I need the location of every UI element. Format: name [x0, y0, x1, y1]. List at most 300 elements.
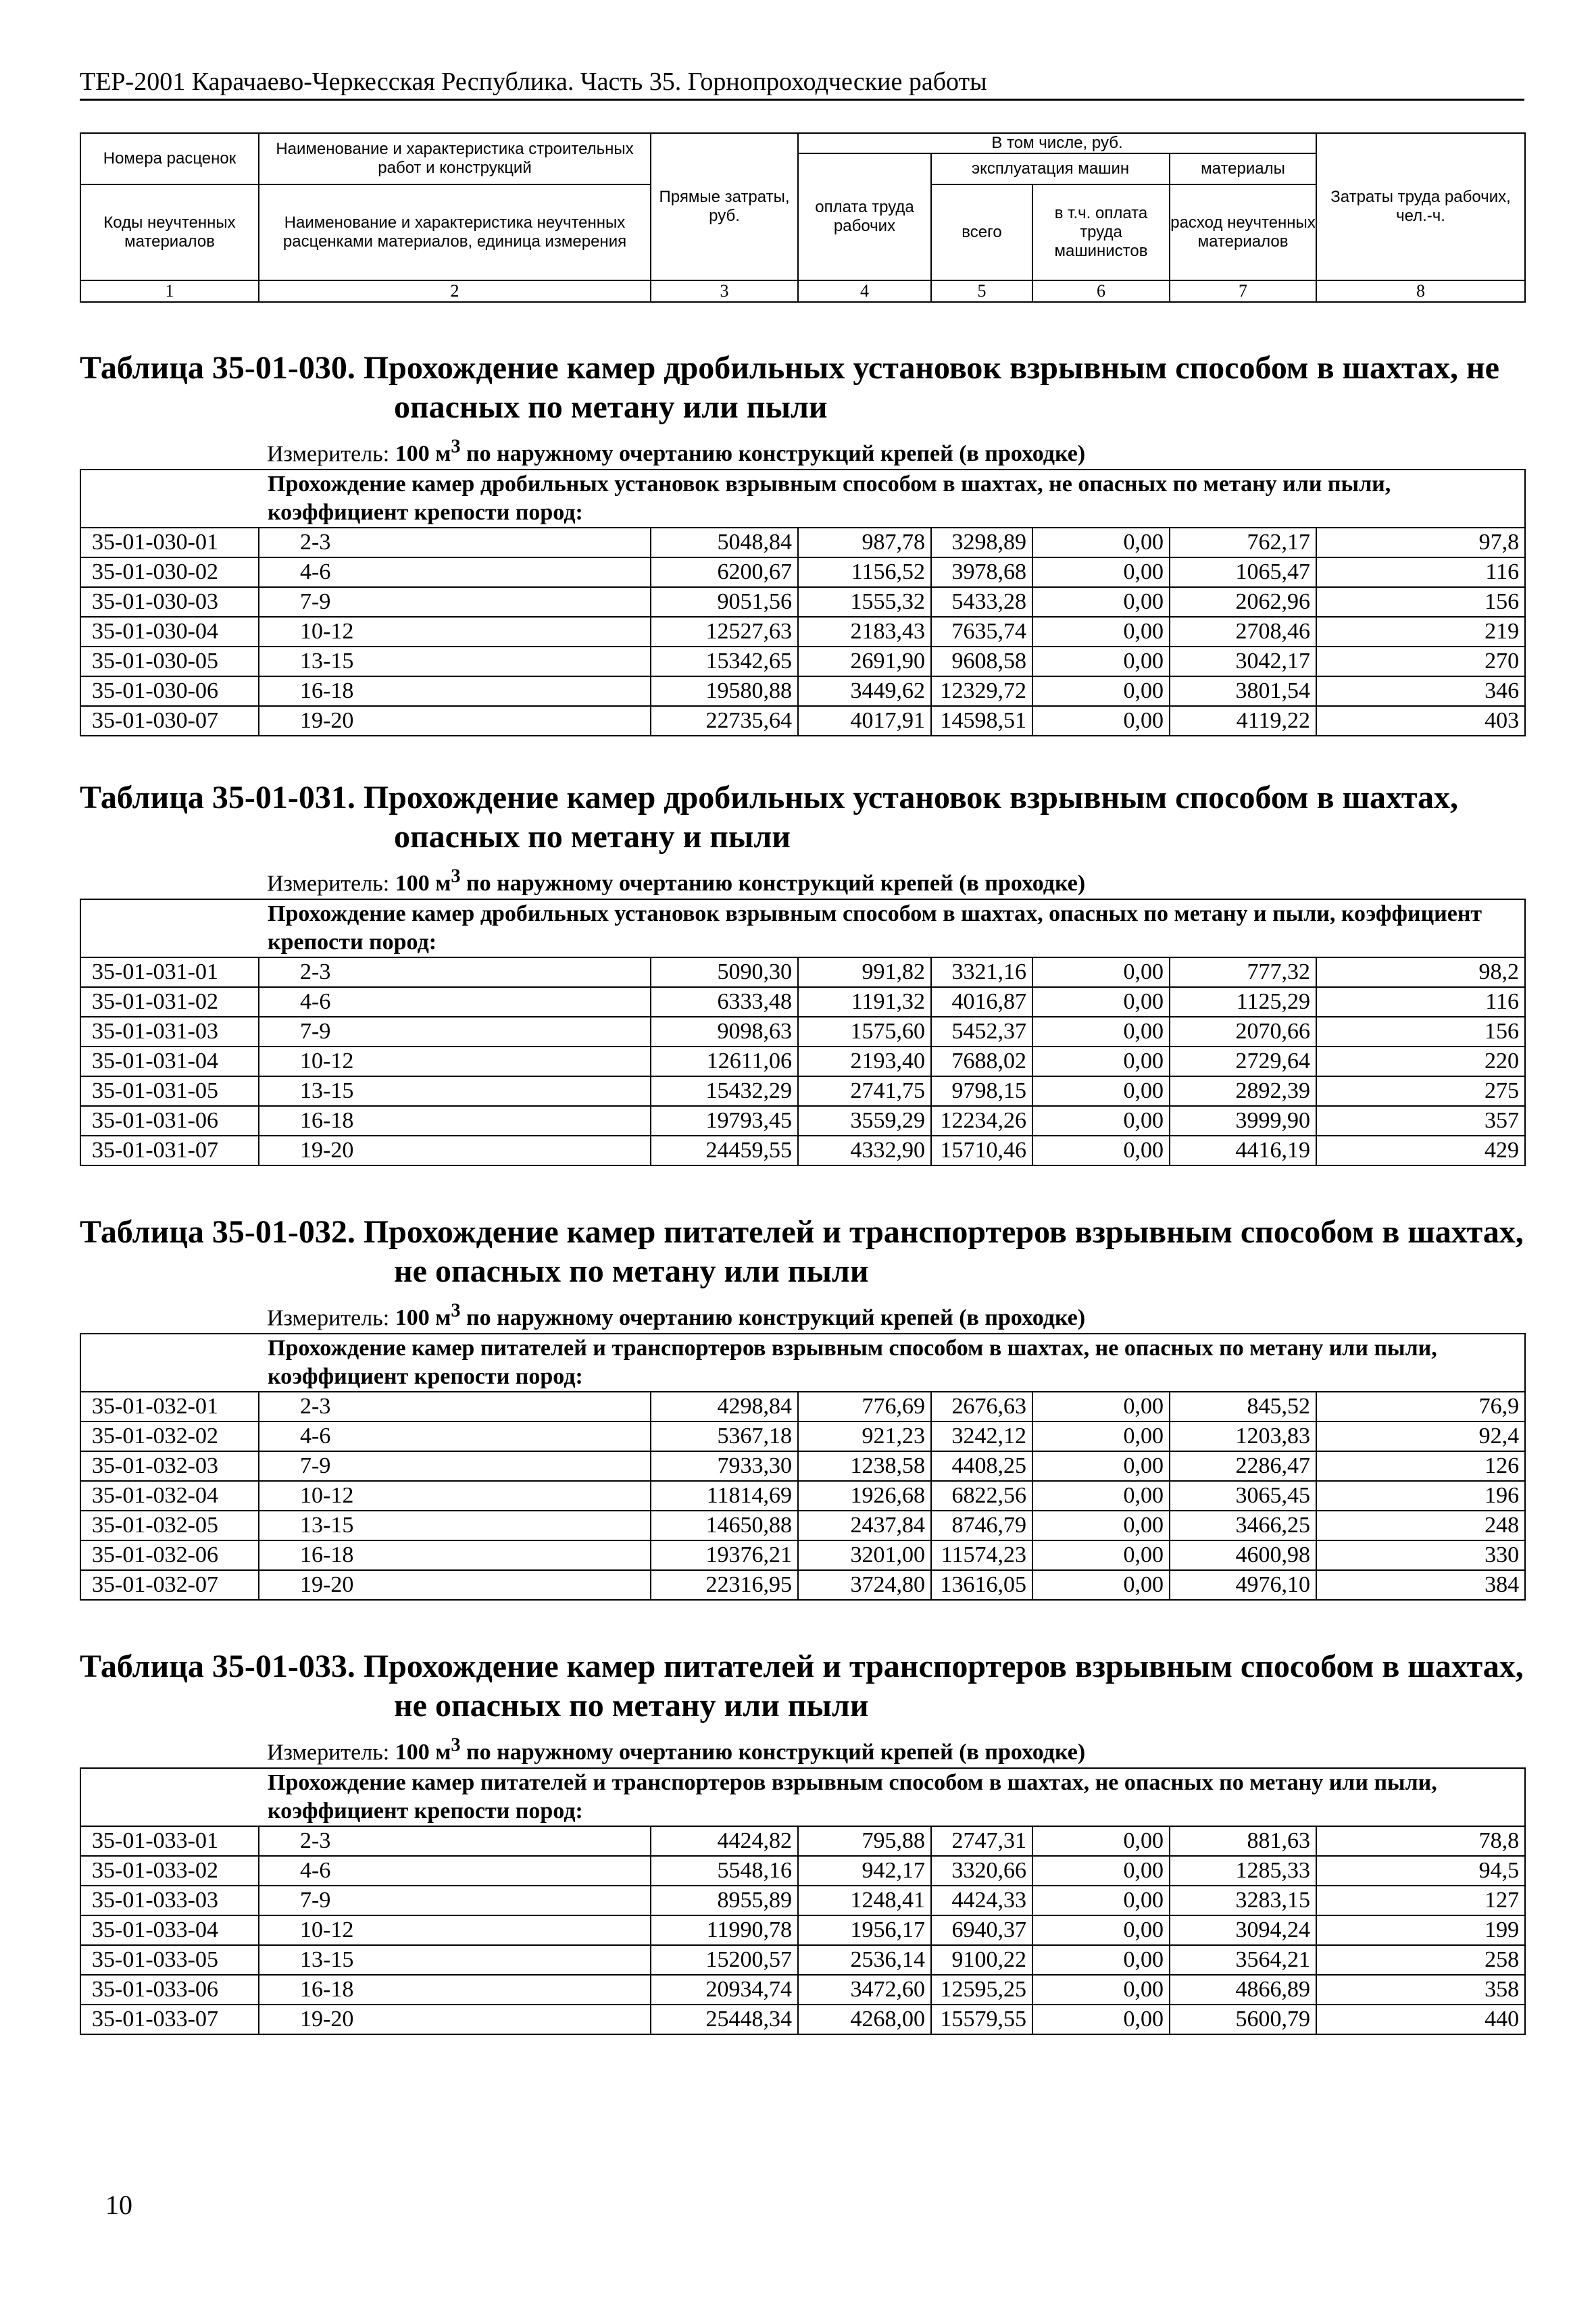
- rate-value: 0,00: [1032, 1511, 1170, 1540]
- rate-value: 6200,67: [651, 557, 798, 587]
- rate-value: 6822,56: [931, 1481, 1032, 1511]
- table-row: [80, 957, 1525, 987]
- rate-value: 3321,16: [931, 957, 1032, 987]
- rate-value: 4866,89: [1170, 1975, 1316, 2005]
- rate-value: 429: [1316, 1136, 1525, 1165]
- table-unit: [80, 1298, 1524, 1332]
- rate-value: 5090,30: [651, 957, 798, 987]
- table-row: [80, 1076, 1525, 1106]
- rate-value: 0,00: [1032, 587, 1170, 617]
- rate-value: 4268,00: [798, 2005, 931, 2034]
- rate-value: 13616,05: [931, 1570, 1032, 1600]
- description-row: [80, 470, 1525, 528]
- rate-value: 0,00: [1032, 1076, 1170, 1106]
- table-row: [80, 1392, 1525, 1422]
- running-head: ТЕР-2001 Карачаево-Черкесская Республика. Часть 35. Горнопроходческие работы: [80, 66, 1524, 101]
- rate-value: 2070,66: [1170, 1017, 1316, 1047]
- unit-superscript: 3: [451, 436, 461, 457]
- rate-value: 3065,45: [1170, 1481, 1316, 1511]
- rate-value: 2536,14: [798, 1945, 931, 1975]
- rate-value: 0,00: [1032, 1945, 1170, 1975]
- rock-hardness: 16-18: [259, 1106, 651, 1136]
- rate-value: 219: [1316, 617, 1525, 647]
- rate-value: 275: [1316, 1076, 1525, 1106]
- rate-value: 1203,83: [1170, 1422, 1316, 1451]
- rate-value: 330: [1316, 1540, 1525, 1570]
- rate-value: 6940,37: [931, 1915, 1032, 1945]
- rate-value: 5452,37: [931, 1017, 1032, 1047]
- rates-table: [80, 1767, 1526, 2035]
- rate-value: 2193,40: [798, 1047, 931, 1076]
- rate-value: 9798,15: [931, 1076, 1032, 1106]
- description-row: [80, 1334, 1525, 1392]
- description-row: [80, 1768, 1525, 1826]
- rate-code: 35-01-033-01: [80, 1826, 259, 1856]
- rock-hardness: 13-15: [259, 1945, 651, 1975]
- rates-table: [80, 1333, 1526, 1601]
- rate-value: 0,00: [1032, 1047, 1170, 1076]
- table-description: Прохождение камер дробильных установок взрывным способом в шахтах, опасных по метану и пыли, коэффициент крепости пород:: [80, 899, 1525, 957]
- rate-value: 78,8: [1316, 1826, 1525, 1856]
- rate-code: 35-01-030-01: [80, 528, 259, 557]
- rate-value: 987,78: [798, 528, 931, 557]
- rate-code: 35-01-032-06: [80, 1540, 259, 1570]
- rate-value: 22735,64: [651, 706, 798, 736]
- rate-value: 20934,74: [651, 1975, 798, 2005]
- rate-code: 35-01-031-04: [80, 1047, 259, 1076]
- rate-value: 3201,00: [798, 1540, 931, 1570]
- rate-value: 358: [1316, 1975, 1525, 2005]
- rate-value: 0,00: [1032, 1915, 1170, 1945]
- rate-value: 12611,06: [651, 1047, 798, 1076]
- unit-value: [395, 1735, 1086, 1765]
- rate-value: 3242,12: [931, 1422, 1032, 1451]
- header-material-codes: Коды неучтенных материалов: [80, 184, 259, 280]
- rate-value: 0,00: [1032, 1392, 1170, 1422]
- rate-value: 776,69: [798, 1392, 931, 1422]
- table-row: [80, 1886, 1525, 1915]
- rate-value: 5600,79: [1170, 2005, 1316, 2034]
- rock-hardness: 2-3: [259, 957, 651, 987]
- table-row: [80, 1511, 1525, 1540]
- rate-value: 0,00: [1032, 1826, 1170, 1856]
- rate-value: 3094,24: [1170, 1915, 1316, 1945]
- rate-value: 762,17: [1170, 528, 1316, 557]
- rate-code: 35-01-030-05: [80, 647, 259, 676]
- rate-value: 1285,33: [1170, 1856, 1316, 1886]
- table-row: [80, 1540, 1525, 1570]
- rock-hardness: 16-18: [259, 1540, 651, 1570]
- unit-rest: по наружному очертанию конструкций крепей (в проходке): [460, 441, 1086, 467]
- rock-hardness: 2-3: [259, 1826, 651, 1856]
- rate-value: 440: [1316, 2005, 1525, 2034]
- header-including: В том числе, руб.: [798, 133, 1316, 153]
- rates-table: [80, 469, 1526, 736]
- rate-value: 8746,79: [931, 1511, 1032, 1540]
- rate-value: 2062,96: [1170, 587, 1316, 617]
- unit-value: [395, 436, 1086, 467]
- column-number: 2: [259, 280, 651, 302]
- rate-value: 1156,52: [798, 557, 931, 587]
- rate-code: 35-01-032-04: [80, 1481, 259, 1511]
- table-row: [80, 2005, 1525, 2034]
- rate-code: 35-01-030-03: [80, 587, 259, 617]
- rate-value: 248: [1316, 1511, 1525, 1540]
- rate-code: 35-01-032-03: [80, 1451, 259, 1481]
- rate-value: 0,00: [1032, 987, 1170, 1017]
- column-number: 8: [1316, 280, 1525, 302]
- table-row: [80, 1481, 1525, 1511]
- rock-hardness: 19-20: [259, 1570, 651, 1600]
- rate-code: 35-01-032-05: [80, 1511, 259, 1540]
- rate-value: 3564,21: [1170, 1945, 1316, 1975]
- rate-value: 4416,19: [1170, 1136, 1316, 1165]
- rock-hardness: 19-20: [259, 2005, 651, 2034]
- rate-value: 1065,47: [1170, 557, 1316, 587]
- unit-label: Измеритель:: [267, 1305, 390, 1331]
- unit-superscript: 3: [451, 866, 461, 887]
- rock-hardness: 4-6: [259, 1422, 651, 1451]
- unit-base: 100 м: [395, 1305, 451, 1331]
- rate-value: 12329,72: [931, 676, 1032, 706]
- rate-value: 795,88: [798, 1826, 931, 1856]
- rate-value: 921,23: [798, 1422, 931, 1451]
- rate-value: 15432,29: [651, 1076, 798, 1106]
- table-row: [80, 617, 1525, 647]
- rate-value: 0,00: [1032, 1106, 1170, 1136]
- table-35-01-031: [80, 778, 1524, 1166]
- rate-value: 0,00: [1032, 2005, 1170, 2034]
- column-number: 1: [80, 280, 259, 302]
- rate-value: 116: [1316, 557, 1525, 587]
- rock-hardness: 16-18: [259, 1975, 651, 2005]
- rate-value: 14650,88: [651, 1511, 798, 1540]
- rate-value: 1956,17: [798, 1915, 931, 1945]
- rate-code: 35-01-032-02: [80, 1422, 259, 1451]
- rate-value: 1238,58: [798, 1451, 931, 1481]
- rock-hardness: 13-15: [259, 1076, 651, 1106]
- rate-value: 3449,62: [798, 676, 931, 706]
- column-number: 3: [651, 280, 798, 302]
- rate-value: 0,00: [1032, 1540, 1170, 1570]
- rate-value: 126: [1316, 1451, 1525, 1481]
- rate-value: 92,4: [1316, 1422, 1525, 1451]
- rate-value: 3472,60: [798, 1975, 931, 2005]
- rate-value: 0,00: [1032, 676, 1170, 706]
- rate-value: 199: [1316, 1915, 1525, 1945]
- rock-hardness: 10-12: [259, 1915, 651, 1945]
- rate-value: 2708,46: [1170, 617, 1316, 647]
- rock-hardness: 13-15: [259, 1511, 651, 1540]
- unit-label: Измеритель:: [267, 1740, 390, 1765]
- rate-value: 5433,28: [931, 587, 1032, 617]
- rate-value: 11814,69: [651, 1481, 798, 1511]
- table-row: [80, 1826, 1525, 1856]
- rate-value: 4119,22: [1170, 706, 1316, 736]
- rate-value: 2437,84: [798, 1511, 931, 1540]
- table-unit: [80, 1732, 1524, 1766]
- rate-value: 3999,90: [1170, 1106, 1316, 1136]
- header-machines-total: всего: [931, 184, 1032, 280]
- rate-value: 7688,02: [931, 1047, 1032, 1076]
- header-material-names: Наименование и характеристика неучтенных расценками материалов, единица измерения: [259, 184, 651, 280]
- rock-hardness: 10-12: [259, 617, 651, 647]
- unit-rest: по наружному очертанию конструкций крепей (в проходке): [460, 1305, 1086, 1331]
- unit-rest: по наружному очертанию конструкций крепей (в проходке): [460, 871, 1086, 897]
- rate-value: 881,63: [1170, 1826, 1316, 1856]
- column-numbers-row: [80, 280, 1525, 302]
- column-header-table: [80, 132, 1526, 303]
- header-materials: материалы: [1170, 153, 1316, 184]
- table-title: Таблица 35-01-033. Прохождение камер питателей и транспортеров взрывным способом в шахтах, не опасных по метану или пыли: [80, 1649, 1524, 1724]
- rate-code: 35-01-033-05: [80, 1945, 259, 1975]
- rate-value: 2691,90: [798, 647, 931, 676]
- column-number: 5: [931, 280, 1032, 302]
- rate-value: 4298,84: [651, 1392, 798, 1422]
- table-row: [80, 1945, 1525, 1975]
- rate-value: 4424,82: [651, 1826, 798, 1856]
- rate-value: 3559,29: [798, 1106, 931, 1136]
- rate-value: 9098,63: [651, 1017, 798, 1047]
- rate-value: 1926,68: [798, 1481, 931, 1511]
- rock-hardness: 16-18: [259, 676, 651, 706]
- rate-value: 384: [1316, 1570, 1525, 1600]
- unit-superscript: 3: [451, 1301, 461, 1322]
- description-row: [80, 899, 1525, 957]
- rock-hardness: 4-6: [259, 987, 651, 1017]
- rate-value: 845,52: [1170, 1392, 1316, 1422]
- rate-value: 3978,68: [931, 557, 1032, 587]
- rate-code: 35-01-031-06: [80, 1106, 259, 1136]
- rock-hardness: 7-9: [259, 1451, 651, 1481]
- rate-value: 1191,32: [798, 987, 931, 1017]
- table-row: [80, 1915, 1525, 1945]
- unit-superscript: 3: [451, 1735, 461, 1756]
- unit-base: 100 м: [395, 1740, 451, 1765]
- table-row: [80, 1570, 1525, 1600]
- rate-code: 35-01-030-07: [80, 706, 259, 736]
- table-35-01-033: [80, 1647, 1524, 2035]
- rate-value: 3801,54: [1170, 676, 1316, 706]
- rate-value: 9100,22: [931, 1945, 1032, 1975]
- rate-code: 35-01-032-07: [80, 1570, 259, 1600]
- rate-value: 14598,51: [931, 706, 1032, 736]
- rate-value: 1575,60: [798, 1017, 931, 1047]
- table-row: [80, 528, 1525, 557]
- rate-value: 9608,58: [931, 647, 1032, 676]
- table-title: Таблица 35-01-031. Прохождение камер дробильных установок взрывным способом в шахтах, опасных по метану и пыли: [80, 780, 1459, 855]
- rates-table: [80, 899, 1526, 1166]
- rate-value: 2892,39: [1170, 1076, 1316, 1106]
- header-labor-costs: Затраты труда рабочих, чел.-ч.: [1316, 133, 1525, 280]
- rate-code: 35-01-033-02: [80, 1856, 259, 1886]
- rate-value: 127: [1316, 1886, 1525, 1915]
- rate-value: 3283,15: [1170, 1886, 1316, 1915]
- rate-value: 777,32: [1170, 957, 1316, 987]
- rate-value: 12234,26: [931, 1106, 1032, 1136]
- rate-value: 2183,43: [798, 617, 931, 647]
- rate-value: 8955,89: [651, 1886, 798, 1915]
- rate-value: 0,00: [1032, 557, 1170, 587]
- rate-value: 270: [1316, 647, 1525, 676]
- table-description: Прохождение камер питателей и транспортеров взрывным способом в шахтах, не опасных по метану или пыли, коэффициент крепости пород:: [80, 1768, 1525, 1826]
- table-row: [80, 1017, 1525, 1047]
- header-operator-pay: в т.ч. оплата труда машинистов: [1032, 184, 1170, 280]
- unit-rest: по наружному очертанию конструкций крепей (в проходке): [460, 1740, 1086, 1765]
- rate-value: 156: [1316, 1017, 1525, 1047]
- rate-code: 35-01-031-01: [80, 957, 259, 987]
- table-description: Прохождение камер дробильных установок взрывным способом в шахтах, не опасных по метану или пыли, коэффициент крепости пород:: [80, 470, 1525, 528]
- rate-value: 0,00: [1032, 1481, 1170, 1511]
- unit-value: [395, 866, 1086, 897]
- rate-value: 5048,84: [651, 528, 798, 557]
- rate-value: 991,82: [798, 957, 931, 987]
- unit-base: 100 м: [395, 871, 451, 897]
- rate-value: 76,9: [1316, 1392, 1525, 1422]
- rate-value: 24459,55: [651, 1136, 798, 1165]
- rate-value: 0,00: [1032, 1975, 1170, 2005]
- header-direct-costs: Прямые затраты, руб.: [651, 133, 798, 280]
- rock-hardness: 13-15: [259, 647, 651, 676]
- rate-value: 3320,66: [931, 1856, 1032, 1886]
- header-work-name: Наименование и характеристика строительных работ и конструкций: [259, 133, 651, 184]
- rate-code: 35-01-031-03: [80, 1017, 259, 1047]
- rate-value: 4600,98: [1170, 1540, 1316, 1570]
- table-row: [80, 1975, 1525, 2005]
- rock-hardness: 7-9: [259, 1886, 651, 1915]
- rate-value: 3298,89: [931, 528, 1032, 557]
- rate-value: 0,00: [1032, 957, 1170, 987]
- rock-hardness: 10-12: [259, 1481, 651, 1511]
- table-description: Прохождение камер питателей и транспортеров взрывным способом в шахтах, не опасных по метану или пыли, коэффициент крепости пород:: [80, 1334, 1525, 1392]
- rate-value: 1125,29: [1170, 987, 1316, 1017]
- rate-code: 35-01-033-04: [80, 1915, 259, 1945]
- rate-value: 15579,55: [931, 2005, 1032, 2034]
- rate-value: 19376,21: [651, 1540, 798, 1570]
- rate-code: 35-01-030-02: [80, 557, 259, 587]
- rate-value: 116: [1316, 987, 1525, 1017]
- rate-value: 12595,25: [931, 1975, 1032, 2005]
- rate-code: 35-01-031-07: [80, 1136, 259, 1165]
- rate-value: 5548,16: [651, 1856, 798, 1886]
- rate-value: 0,00: [1032, 1451, 1170, 1481]
- rock-hardness: 10-12: [259, 1047, 651, 1076]
- table-row: [80, 676, 1525, 706]
- rate-value: 156: [1316, 587, 1525, 617]
- rate-value: 4017,91: [798, 706, 931, 736]
- rate-value: 0,00: [1032, 706, 1170, 736]
- table-row: [80, 1136, 1525, 1165]
- rate-value: 15200,57: [651, 1945, 798, 1975]
- rate-value: 4408,25: [931, 1451, 1032, 1481]
- unit-label: Измеритель:: [267, 441, 390, 467]
- unit-label: Измеритель:: [267, 871, 390, 897]
- rate-value: 12527,63: [651, 617, 798, 647]
- table-row: [80, 1106, 1525, 1136]
- rate-value: 942,17: [798, 1856, 931, 1886]
- column-number: 4: [798, 280, 931, 302]
- rate-value: 4424,33: [931, 1886, 1032, 1915]
- rate-value: 4332,90: [798, 1136, 931, 1165]
- rock-hardness: 2-3: [259, 1392, 651, 1422]
- table-unit: [80, 434, 1524, 468]
- rate-value: 22316,95: [651, 1570, 798, 1600]
- rate-value: 1555,32: [798, 587, 931, 617]
- rate-code: 35-01-032-01: [80, 1392, 259, 1422]
- rate-value: 19580,88: [651, 676, 798, 706]
- column-number: 6: [1032, 280, 1170, 302]
- rate-value: 25448,34: [651, 2005, 798, 2034]
- table-row: [80, 647, 1525, 676]
- rate-value: 0,00: [1032, 1017, 1170, 1047]
- rate-value: 19793,45: [651, 1106, 798, 1136]
- rate-value: 7635,74: [931, 617, 1032, 647]
- table-row: [80, 1047, 1525, 1076]
- header-unaccounted-materials: расход неучтенных материалов: [1170, 184, 1316, 280]
- table-row: [80, 987, 1525, 1017]
- rate-value: 0,00: [1032, 647, 1170, 676]
- rate-value: 3724,80: [798, 1570, 931, 1600]
- rock-hardness: 2-3: [259, 528, 651, 557]
- rate-value: 11574,23: [931, 1540, 1032, 1570]
- rate-code: 35-01-033-03: [80, 1886, 259, 1915]
- rate-value: 0,00: [1032, 528, 1170, 557]
- rate-value: 1248,41: [798, 1886, 931, 1915]
- rate-value: 220: [1316, 1047, 1525, 1076]
- rate-code: 35-01-033-06: [80, 1975, 259, 2005]
- rate-value: 98,2: [1316, 957, 1525, 987]
- rate-value: 0,00: [1032, 1856, 1170, 1886]
- unit-value: [395, 1301, 1086, 1331]
- table-unit: [80, 863, 1524, 897]
- rate-value: 5367,18: [651, 1422, 798, 1451]
- rate-value: 15710,46: [931, 1136, 1032, 1165]
- rock-hardness: 4-6: [259, 1856, 651, 1886]
- rate-value: 2676,63: [931, 1392, 1032, 1422]
- table-row: [80, 1856, 1525, 1886]
- header-machine-operation: эксплуатация машин: [931, 153, 1170, 184]
- rate-value: 3042,17: [1170, 647, 1316, 676]
- rate-code: 35-01-031-02: [80, 987, 259, 1017]
- table-row: [80, 706, 1525, 736]
- rate-code: 35-01-033-07: [80, 2005, 259, 2034]
- table-row: [80, 557, 1525, 587]
- rate-value: 0,00: [1032, 617, 1170, 647]
- rate-code: 35-01-030-06: [80, 676, 259, 706]
- rate-value: 2286,47: [1170, 1451, 1316, 1481]
- rate-value: 196: [1316, 1481, 1525, 1511]
- table-title: Таблица 35-01-030. Прохождение камер дробильных установок взрывным способом в шахтах, не опасных по метану или пыли: [80, 350, 1499, 425]
- rate-value: 0,00: [1032, 1570, 1170, 1600]
- rate-value: 2747,31: [931, 1826, 1032, 1856]
- rate-value: 346: [1316, 676, 1525, 706]
- rate-value: 15342,65: [651, 647, 798, 676]
- rock-hardness: 7-9: [259, 1017, 651, 1047]
- rate-code: 35-01-030-04: [80, 617, 259, 647]
- rate-value: 258: [1316, 1945, 1525, 1975]
- rate-value: 97,8: [1316, 528, 1525, 557]
- rate-value: 4976,10: [1170, 1570, 1316, 1600]
- table-title: Таблица 35-01-032. Прохождение камер питателей и транспортеров взрывным способом в шахтах, не опасных по метану или пыли: [80, 1214, 1524, 1289]
- unit-base: 100 м: [395, 441, 451, 467]
- rate-value: 0,00: [1032, 1886, 1170, 1915]
- rock-hardness: 7-9: [259, 587, 651, 617]
- rate-value: 11990,78: [651, 1915, 798, 1945]
- rate-value: 357: [1316, 1106, 1525, 1136]
- rate-value: 0,00: [1032, 1422, 1170, 1451]
- rock-hardness: 19-20: [259, 1136, 651, 1165]
- rate-value: 9051,56: [651, 587, 798, 617]
